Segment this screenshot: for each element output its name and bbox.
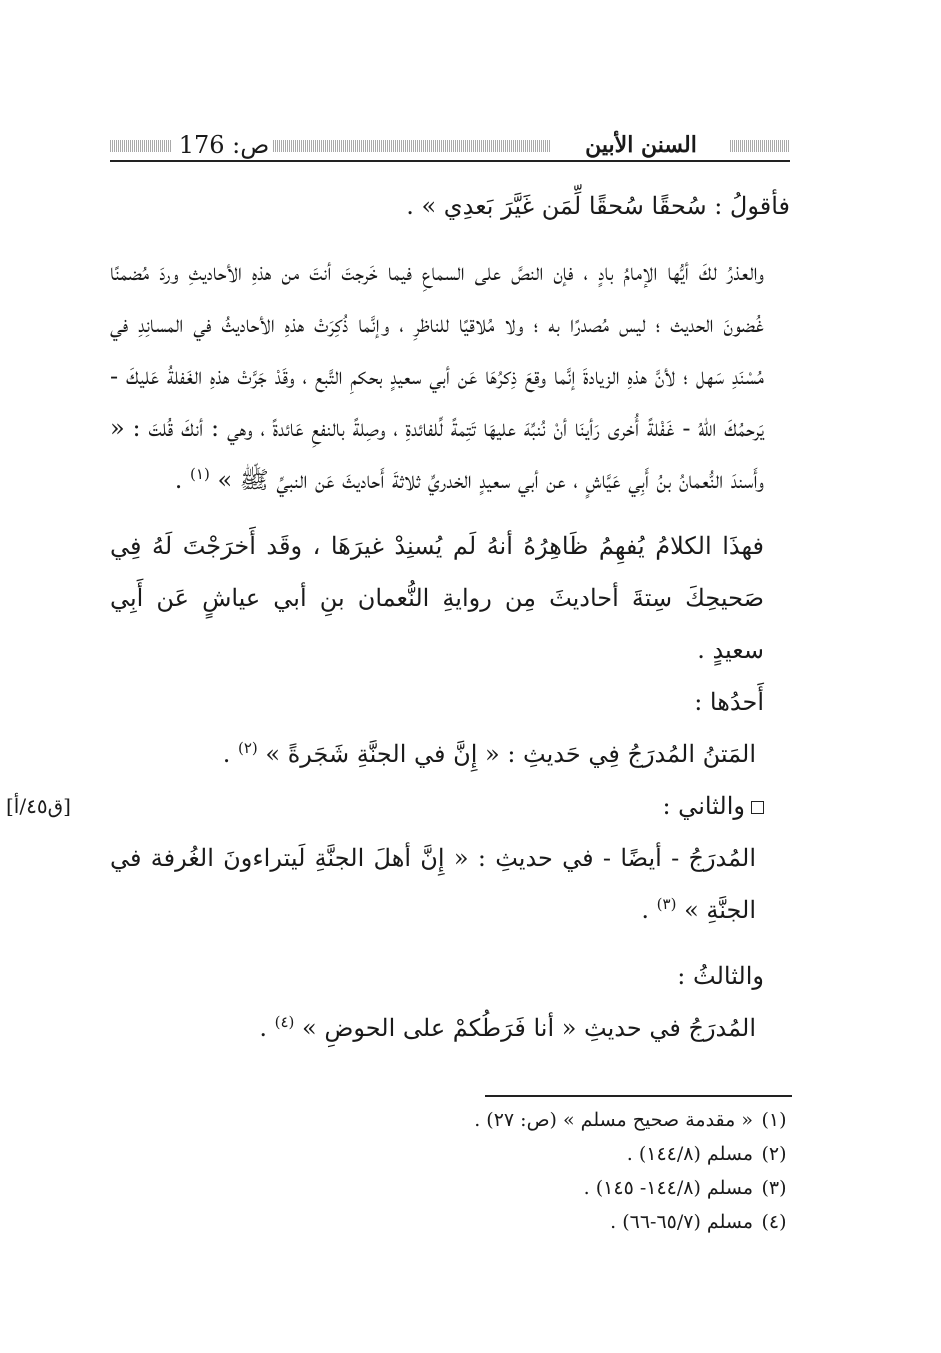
item-3-label: والثالثُ : (677, 962, 764, 990)
book-title: السنن الأبين (585, 132, 697, 158)
footnotes (300, 1103, 795, 1239)
header-ornament-left (110, 140, 172, 152)
footnote-ref-1: (١) (190, 465, 210, 483)
footnote-ref-3: (٣) (656, 895, 677, 913)
paragraph-3: فهذَا الكلامُ يُفهِمُ ظَاهِرُهُ أنهُ لَم يُسنِدْ غيرَهَا ، وقَد أَخرَجْتَ لَهُ فِي صَحيحِكَ سِتةَ أحاديثَ مِن روايةِ النُّعمان بنِ أبي عياشٍ عَن أَبِي سعيدٍ . (110, 532, 764, 664)
item-2-label: والثاني : (662, 792, 745, 820)
footnote-text: مسلم (١٤٤/٨- ١٤٥) . (583, 1177, 753, 1199)
footnote-4 (300, 1205, 795, 1239)
footnote-ref-2: (٢) (238, 739, 258, 757)
header-ornament-right (730, 140, 790, 152)
footnote-text: مسلم (١٤٤/٨) . (626, 1143, 753, 1165)
footnote-separator (485, 1095, 792, 1097)
item-3-content: المُدرَجُ في حديثِ « أنا فَرَطُكمْ على الحوضِ » (302, 1014, 756, 1042)
item-1-content: المَتنُ المُدرَجُ فِي حَديثِ : « إِنَّ في الجنَّةِ شَجَرةً » (265, 740, 756, 768)
item-2-label-line (6, 780, 790, 832)
footnote-number: (٣) (761, 1177, 787, 1199)
item-2-text: المُدرَجُ - أيضًا - في حديثِ : « إِنَّ أهلَ الجنَّةِ لَيتراءونَ الغُرفة في الجنَّةِ » $^{(٣)}$ . (110, 844, 756, 924)
page-number: ص: 176 (178, 131, 270, 159)
footnote-3 (300, 1171, 795, 1205)
footnote-2 (300, 1137, 795, 1171)
item-3-text: المُدرَجُ في حديثِ « أنا فَرَطُكمْ على الحوضِ » $^{(٤)}$ . (259, 1013, 756, 1042)
footnote-text: « مقدمة صحيح مسلم » (ص: ٢٧) . (474, 1109, 753, 1131)
paragraph-2-text: والعذرُ لكَ أيُّها الإمامُ بادٍ ، فإن النصَّ على السماعِ فيما خَرجتَ أنتَ من هذهِ الأحاديثِ وردَ مُضمنًا غُضونَ الحديث ؛ ليس مُصدرًا به ؛ ولا مُلاقيًا للناظرِ ، وإنَّما ذُكِرَتْ هذهِ الأحاديثُ في المسانِدِ في مُسْنَدِ سَهل ؛ لأنَّ هذهِ الزيادةَ إنَّما وقعَ ذِكرُهَا عَن أبي سعيدٍ بحكمِ التَّبع ، وقَدْ جَرَّتْ هذهِ الغَفلةُ عَليكَ - يَرحمُكَ اللّهُ - غَفْلةً أُخرى رَأينَا أنْ نُنبِّهَ عليهَا تَتِمةً لِّلفائدةِ ، وصِلةً بالنفعِ عَائدةً ، وهي : أنكَ قُلتَ : « وأَسندَ النُّعمانُ بنُ أَبِي عَيَّاشٍ ، عن أبي سعيدٍ الخدريِّ ثلاثةَ أَحاديثَ عَن النبيِّ ﷺ » (110, 258, 764, 494)
footnote-number: (١) (761, 1109, 787, 1131)
footnote-number: (٤) (761, 1211, 787, 1233)
header-rule (110, 160, 790, 162)
footnote-ref-4: (٤) (274, 1013, 295, 1031)
item-2-content: المُدرَجُ - أيضًا - في حديثِ : « إِنَّ أهلَ الجنَّةِ لَيتراءونَ الغُرفة في الجنَّةِ » (110, 844, 756, 924)
header-ornament-middle (273, 140, 551, 152)
paragraph-2: والعذرُ لكَ أيُّها الإمامُ بادٍ ، فإن النصَّ على السماعِ فيما خَرجتَ أنتَ من هذهِ الأحاديثِ وردَ مُضمنًا غُضونَ الحديث ؛ ليس مُصدرًا به ؛ ولا مُلاقيًا للناظرِ ، وإنَّما ذُكِرَتْ هذهِ الأحاديثُ في المسانِدِ في مُسْنَدِ سَهل ؛ لأنَّ هذهِ الزيادةَ إنَّما وقعَ ذِكرُهَا عَن أبي سعيدٍ بحكمِ التَّبع ، وقَدْ جَرَّتْ هذهِ الغَفلةُ عَليكَ - يَرحمُكَ اللّهُ - غَفْلةً أُخرى رَأينَا أنْ نُنبِّهَ عليهَا تَتِمةً لِّلفائدةِ ، وصِلةً بالنفعِ عَائدةً ، وهي : أنكَ قُلتَ : « وأَسندَ النُّعمانُ بنُ أَبِي عَيَّاشٍ ، عن أبي سعيدٍ الخدريِّ ثلاثةَ أَحاديثَ عَن النبيِّ ﷺ » $^{(١)}$ . (110, 258, 764, 494)
footnote-1 (300, 1103, 795, 1137)
folio-box-marker (751, 801, 764, 814)
footnote-text: مسلم (٦٥/٧-٦٦) . (610, 1211, 753, 1233)
item-1-text: المَتنُ المُدرَجُ فِي حَديثِ : « إِنَّ في الجنَّةِ شَجَرةً » $^{(٢)}$ . (222, 739, 756, 768)
main-text (6, 180, 790, 1054)
marginal-folio-note: [ق٤٥/أ] (6, 794, 71, 818)
running-header (110, 130, 790, 160)
footnote-number: (٢) (761, 1143, 787, 1165)
item-1-label: أَحدُها : (694, 688, 764, 716)
paragraph-1: فأقولُ : سُحقًا سُحقًا لِّمَن غَيَّرَ بَعدِي » . (406, 192, 790, 220)
